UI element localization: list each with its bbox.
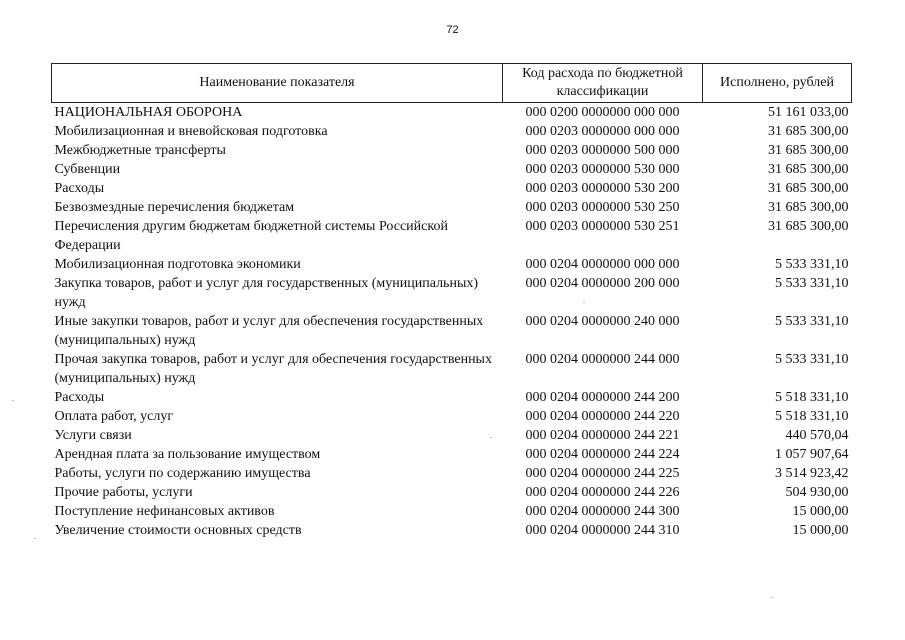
- amount-executed: 5 533 331,10: [775, 314, 849, 329]
- scan-speck: [12, 400, 14, 401]
- budget-code: 000 0203 0000000 530 250: [525, 200, 680, 215]
- indicator-name: Прочая закупка товаров, работ и услуг для обеспечения государственных (муниципальных) нужд: [54, 352, 492, 386]
- indicator-name: Прочие работы, услуги: [54, 485, 193, 500]
- header-budget-code: Код расхода по бюджетной классификации: [503, 64, 703, 103]
- amount-executed: 504 930,00: [785, 485, 849, 500]
- budget-code: 000 0204 0000000 244 225: [525, 466, 680, 481]
- header-amount-executed: Исполнено, рублей: [703, 64, 852, 103]
- table-row: [52, 483, 852, 502]
- amount-executed: 31 685 300,00: [768, 200, 849, 215]
- header-row: [52, 64, 852, 103]
- budget-code: 000 0203 0000000 530 200: [525, 181, 680, 196]
- table-body: [52, 103, 852, 541]
- page-number: 72: [446, 24, 459, 36]
- budget-code: 000 0204 0000000 244 300: [525, 504, 680, 519]
- table-row: [52, 502, 852, 521]
- amount-executed: 5 518 331,10: [775, 390, 849, 405]
- indicator-name: Мобилизационная и вневойсковая подготовка: [54, 124, 328, 139]
- indicator-name: Перечисления другим бюджетам бюджетной системы Российской Федерации: [54, 219, 448, 253]
- budget-code: 000 0204 0000000 244 000: [525, 352, 680, 367]
- amount-executed: 31 685 300,00: [768, 124, 849, 139]
- table-row: [52, 388, 852, 407]
- budget-code: 000 0200 0000000 000 000: [525, 105, 680, 120]
- amount-executed: 31 685 300,00: [768, 181, 849, 196]
- budget-code: 000 0203 0000000 500 000: [525, 143, 680, 158]
- amount-executed: 5 533 331,10: [775, 276, 849, 291]
- table-row: [52, 160, 852, 179]
- indicator-name: Работы, услуги по содержанию имущества: [54, 466, 311, 481]
- amount-executed: 15 000,00: [792, 523, 849, 538]
- amount-executed: 5 533 331,10: [775, 352, 849, 367]
- table-header: [52, 64, 852, 103]
- budget-code: 000 0204 0000000 244 221: [525, 428, 680, 443]
- table-row: [52, 521, 852, 540]
- table-row: [52, 103, 852, 123]
- indicator-name: Оплата работ, услуг: [54, 409, 174, 424]
- amount-executed: 51 161 033,00: [768, 105, 849, 120]
- table-row: [52, 255, 852, 274]
- table-row: [52, 350, 852, 388]
- amount-executed: 3 514 923,42: [775, 466, 849, 481]
- indicator-name: НАЦИОНАЛЬНАЯ ОБОРОНА: [54, 105, 243, 120]
- indicator-name: Арендная плата за пользование имуществом: [54, 447, 321, 462]
- indicator-name: Увеличение стоимости основных средств: [54, 523, 302, 538]
- table-row: [52, 217, 852, 255]
- indicator-name: Закупка товаров, работ и услуг для государственных (муниципальных) нужд: [54, 276, 479, 310]
- budget-code: 000 0204 0000000 200 000: [525, 276, 680, 291]
- indicator-name: Безвозмездные перечисления бюджетам: [54, 200, 295, 215]
- table-row: [52, 312, 852, 350]
- budget-code: 000 0204 0000000 244 220: [525, 409, 680, 424]
- scan-speck: [583, 302, 585, 303]
- indicator-name: Услуги связи: [54, 428, 132, 443]
- budget-execution-table: [51, 63, 852, 540]
- budget-code: 000 0203 0000000 530 251: [525, 219, 680, 234]
- scan-speck: [34, 538, 36, 539]
- indicator-name: Расходы: [54, 181, 105, 196]
- amount-executed: 440 570,04: [785, 428, 849, 443]
- table-row: [52, 445, 852, 464]
- budget-code: 000 0204 0000000 240 000: [525, 314, 680, 329]
- table-row: [52, 407, 852, 426]
- indicator-name: Субвенции: [54, 162, 121, 177]
- scan-speck: [490, 437, 492, 438]
- budget-code: 000 0204 0000000 244 310: [525, 523, 680, 538]
- table-row: [52, 464, 852, 483]
- table-row: [52, 274, 852, 312]
- indicator-name: Иные закупки товаров, работ и услуг для обеспечения государственных (муниципальных) нужд: [54, 314, 484, 348]
- table-row: [52, 426, 852, 445]
- scan-speck: [771, 597, 773, 598]
- indicator-name: Расходы: [54, 390, 105, 405]
- amount-executed: 1 057 907,64: [775, 447, 849, 462]
- amount-executed: 5 533 331,10: [775, 257, 849, 272]
- indicator-name: Поступление нефинансовых активов: [54, 504, 275, 519]
- budget-code: 000 0203 0000000 530 000: [525, 162, 680, 177]
- amount-executed: 31 685 300,00: [768, 162, 849, 177]
- budget-code: 000 0203 0000000 000 000: [525, 124, 680, 139]
- budget-code: 000 0204 0000000 244 200: [525, 390, 680, 405]
- budget-code: 000 0204 0000000 244 224: [525, 447, 680, 462]
- table-row: [52, 141, 852, 160]
- budget-code: 000 0204 0000000 000 000: [525, 257, 680, 272]
- indicator-name: Межбюджетные трансферты: [54, 143, 226, 158]
- amount-executed: 15 000,00: [792, 504, 849, 519]
- amount-executed: 31 685 300,00: [768, 219, 849, 234]
- header-indicator-name: Наименование показателя: [52, 64, 503, 103]
- budget-code: 000 0204 0000000 244 226: [525, 485, 680, 500]
- amount-executed: 31 685 300,00: [768, 143, 849, 158]
- indicator-name: Мобилизационная подготовка экономики: [54, 257, 301, 272]
- table-row: [52, 198, 852, 217]
- amount-executed: 5 518 331,10: [775, 409, 849, 424]
- table-row: [52, 179, 852, 198]
- table-row: [52, 122, 852, 141]
